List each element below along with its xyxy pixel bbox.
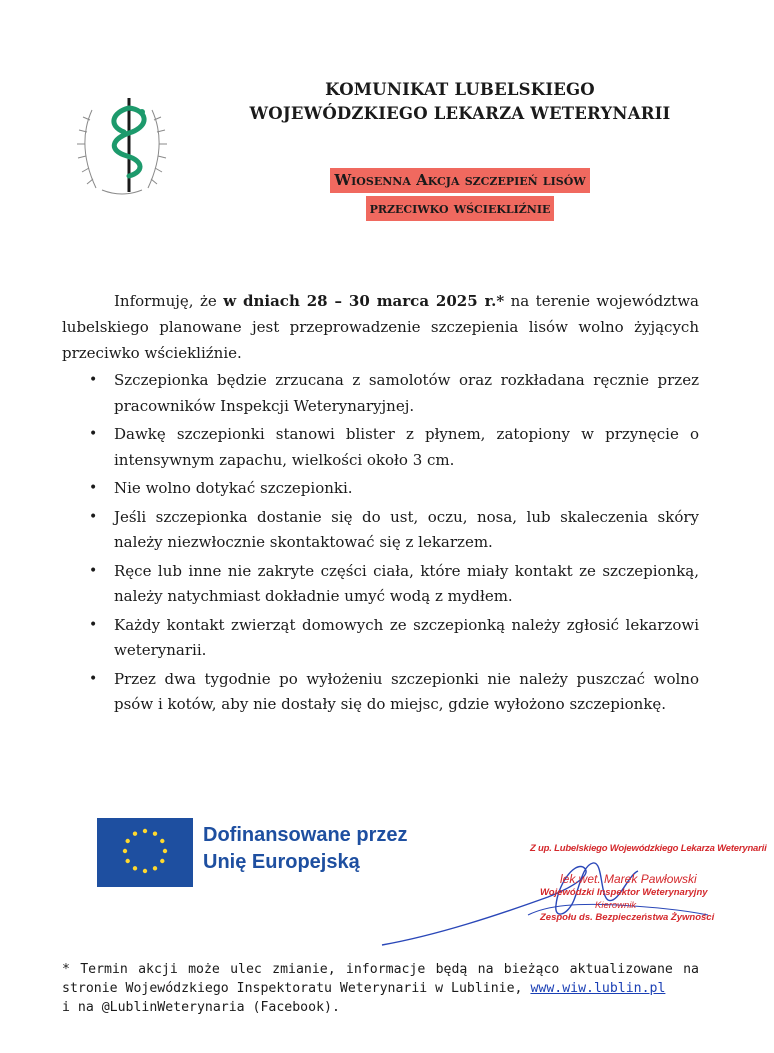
eu-line-2: Unię Europejską	[203, 851, 360, 873]
header-line-2: WOJEWÓDZKIEGO LEKARZA WETERYNARII	[249, 104, 671, 123]
eu-stars-icon	[97, 818, 193, 887]
stamp-line-5: Zespołu ds. Bezpieczeństwa Żywności	[540, 912, 715, 923]
bullet: •	[89, 372, 98, 388]
subtitle-line-1: Wiosenna Akcja szczepień lisów	[330, 168, 589, 193]
intro-date: w dniach 28 – 30 marca 2025 r.*	[223, 292, 505, 310]
stamp-line-4: Kierownik	[595, 900, 637, 911]
header-line-1: KOMUNIKAT LUBELSKIEGO	[325, 80, 595, 99]
list-item-text: Każdy kontakt zwierząt domowych ze szczepionką należy zgłosić lekarzowi weterynarii.	[114, 615, 699, 659]
list-item	[62, 613, 699, 664]
bullet: •	[89, 562, 98, 579]
intro-lead: Informuję, że	[114, 292, 224, 310]
bullet: •	[89, 670, 98, 687]
stamp-line-2: lek.wet. Marek Pawłowski	[560, 872, 697, 886]
signature-icon	[378, 845, 738, 955]
list-item	[62, 505, 699, 556]
bullet: •	[89, 480, 98, 496]
list-item-text: Dawkę szczepionki stanowi blister z płynem, zatopiony w przynęcie o intensywnym zapachu, wielkości około 3 cm.	[114, 425, 699, 469]
highlighted-subtitle	[285, 168, 635, 224]
bullet: •	[89, 508, 98, 525]
list-item-text: Przez dwa tygodnie po wyłożeniu szczepionki nie należy puszczać wolno psów i kotów, aby nie dostały się do miejsc, gdzie wyłożono szczepionkę.	[114, 669, 699, 713]
list-item	[62, 667, 699, 718]
footnote	[62, 960, 699, 1017]
eu-funding-text	[203, 822, 407, 876]
list-item	[62, 476, 699, 502]
eu-line-1: Dofinansowane przez	[203, 824, 408, 846]
list-item	[62, 368, 699, 419]
list-item	[62, 422, 699, 473]
bullet: •	[89, 616, 98, 633]
eu-flag-icon	[97, 818, 193, 887]
caduceus-icon	[72, 90, 172, 205]
intro-paragraph	[62, 288, 699, 366]
list-item	[62, 559, 699, 610]
intro-rest: na terenie województwa lubelskiego planowane jest przeprowadzenie szczepienia lisów wolno żyjących przeciwko wściekliźnie.	[62, 292, 699, 362]
list-item-text: Szczepionka będzie zrzucana z samolotów oraz rozkładana ręcznie przez pracowników Inspekcji Weterynaryjnej.	[114, 371, 699, 415]
footnote-text: * Termin akcji może ulec zmianie, informacje będą na bieżąco aktualizowane na stronie Wojewódzkiego Inspektoratu Weterynarii w Lublinie,	[62, 962, 699, 996]
list-item-text: Ręce lub inne nie zakryte części ciała, które miały kontakt ze szczepionką, należy natychmiast dokładnie umyć wodą z mydłem.	[114, 561, 699, 605]
list-item-text: Jeśli szczepionka dostanie się do ust, oczu, nosa, lub skaleczenia skóry należy niezwłocznie skontaktować się z lekarzem.	[114, 507, 699, 551]
document-header	[235, 78, 685, 126]
subtitle-line-2: przeciwko wściekliźnie	[366, 196, 555, 221]
stamp-line-1: Z up. Lubelskiego Wojewódzkiego Lekarza Weterynarii	[530, 843, 767, 854]
footnote-tail: i na @LublinWeterynaria (Facebook).	[62, 1000, 340, 1015]
veterinary-logo	[72, 90, 172, 205]
instructions-list	[62, 368, 699, 721]
stamp-line-3: Wojewódzki Inspektor Weterynaryjny	[540, 887, 708, 898]
list-item-text: Nie wolno dotykać szczepionki.	[114, 479, 353, 497]
bullet: •	[89, 426, 98, 442]
website-link[interactable]: www.wiw.lublin.pl	[530, 981, 666, 996]
